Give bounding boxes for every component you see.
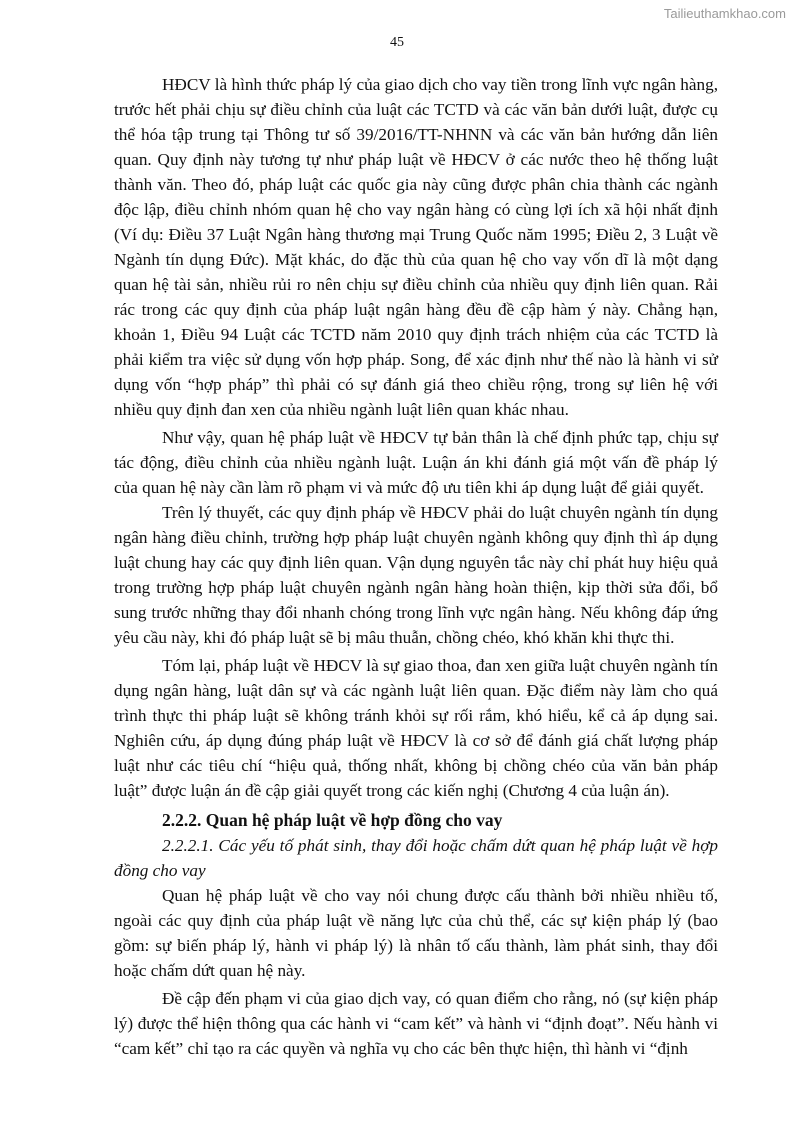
paragraph: HĐCV là hình thức pháp lý của giao dịch cho vay tiền trong lĩnh vực ngân hàng, trước hết phải chịu sự điều chỉnh của luật các TCTD và các văn bản dưới luật, được cụ thể hóa tập trung tại Thông tư số 39/2016/TT-NHNN và các văn bản hướng dẫn liên quan. Quy định này tương tự như pháp luật về HĐCV ở các nước theo hệ thống luật thành văn. Theo đó, pháp luật các quốc gia này cũng được phân chia thành các ngành độc lập, điều chỉnh nhóm quan hệ cho vay ngân hàng có cùng lợi ích xã hội nhất định (Ví dụ: Điều 37 Luật Ngân hàng thương mại Trung Quốc năm 1995; Điều 2, 3 Luật về Ngành tín dụng Đức). Mặt khác, do đặc thù của quan hệ cho vay vốn dĩ là một dạng quan hệ tài sản, nhiều rủi ro nên chịu sự điều chỉnh của nhiều quy định liên quan. Rải rác trong các quy định của pháp luật ngân hàng đều đề cập hàm ý này. Chẳng hạn, khoản 1, Điều 94 Luật các TCTD năm 2010 quy định trách nhiệm của các TCTD là phải kiểm tra việc sử dụng vốn hợp pháp. Song, để xác định như thế nào là hành vi sử dụng vốn “hợp pháp” thì phải có sự đánh giá theo chiều rộng, trong sự liên hệ với nhiều quy định đan xen của nhiều ngành luật liên quan khác nhau. bbox=[114, 75, 718, 419]
paragraph: Như vậy, quan hệ pháp luật về HĐCV tự bản thân là chế định phức tạp, chịu sự tác động, điều chỉnh của nhiều ngành luật. Luận án khi đánh giá một vấn đề pháp lý của quan hệ này cần làm rõ phạm vi và mức độ ưu tiên khi áp dụng luật để giải quyết. bbox=[114, 428, 718, 497]
paragraph: Quan hệ pháp luật về cho vay nói chung được cấu thành bởi nhiều nhiều tố, ngoài các quy định của pháp luật về năng lực của chủ thể, các sự kiện pháp lý (bao gồm: sự biến pháp lý, hành vi pháp lý) là nhân tố cấu thành, làm phát sinh, thay đổi hoặc chấm dứt quan hệ này. bbox=[114, 886, 718, 980]
subsection-heading: 2.2.2.1. Các yếu tố phát sinh, thay đổi hoặc chấm dứt quan hệ pháp luật về hợp đồng cho vay bbox=[114, 836, 718, 880]
watermark: Tailieuthamkhao.com bbox=[663, 6, 786, 21]
paragraph: Trên lý thuyết, các quy định pháp về HĐCV phải do luật chuyên ngành tín dụng ngân hàng điều chỉnh, trường hợp pháp luật chuyên ngành không quy định thì áp dụng luật chung hay các quy định liên quan. Vận dụng nguyên tắc này chỉ phát huy hiệu quả trong trường hợp pháp luật chuyên ngành ngân hàng hoàn thiện, kịp thời sửa đổi, bổ sung trước những thay đổi nhanh chóng trong lĩnh vực ngân hàng. Nếu không đáp ứng yêu cầu này, khi đó pháp luật sẽ bị mâu thuẫn, chồng chéo, khó khăn khi thực thi. bbox=[114, 503, 718, 647]
section-heading: 2.2.2. Quan hệ pháp luật về hợp đồng cho vay bbox=[162, 810, 503, 830]
document-body bbox=[114, 72, 718, 1061]
page-number: 45 bbox=[390, 35, 404, 50]
paragraph: Đề cập đến phạm vi của giao dịch vay, có quan điểm cho rằng, nó (sự kiện pháp lý) được thể hiện thông qua các hành vi “cam kết” và hành vi “định đoạt”. Nếu hành vi “cam kết” chỉ tạo ra các quyền và nghĩa vụ cho các bên thực hiện, thì hành vi “định bbox=[114, 989, 718, 1058]
paragraph: Tóm lại, pháp luật về HĐCV là sự giao thoa, đan xen giữa luật chuyên ngành tín dụng ngân hàng, luật dân sự và các ngành luật liên quan. Đặc điểm này làm cho quá trình thực thi pháp luật sẽ không tránh khỏi sự rối rắm, khó hiểu, kể cả áp dụng sai. Nghiên cứu, áp dụng đúng pháp luật về HĐCV là cơ sở để đánh giá chất lượng pháp luật như các tiêu chí “hiệu quả, thống nhất, không bị chồng chéo của văn bản pháp luật” được luận án đề cập giải quyết trong các kiến nghị (Chương 4 của luận án). bbox=[114, 656, 718, 800]
